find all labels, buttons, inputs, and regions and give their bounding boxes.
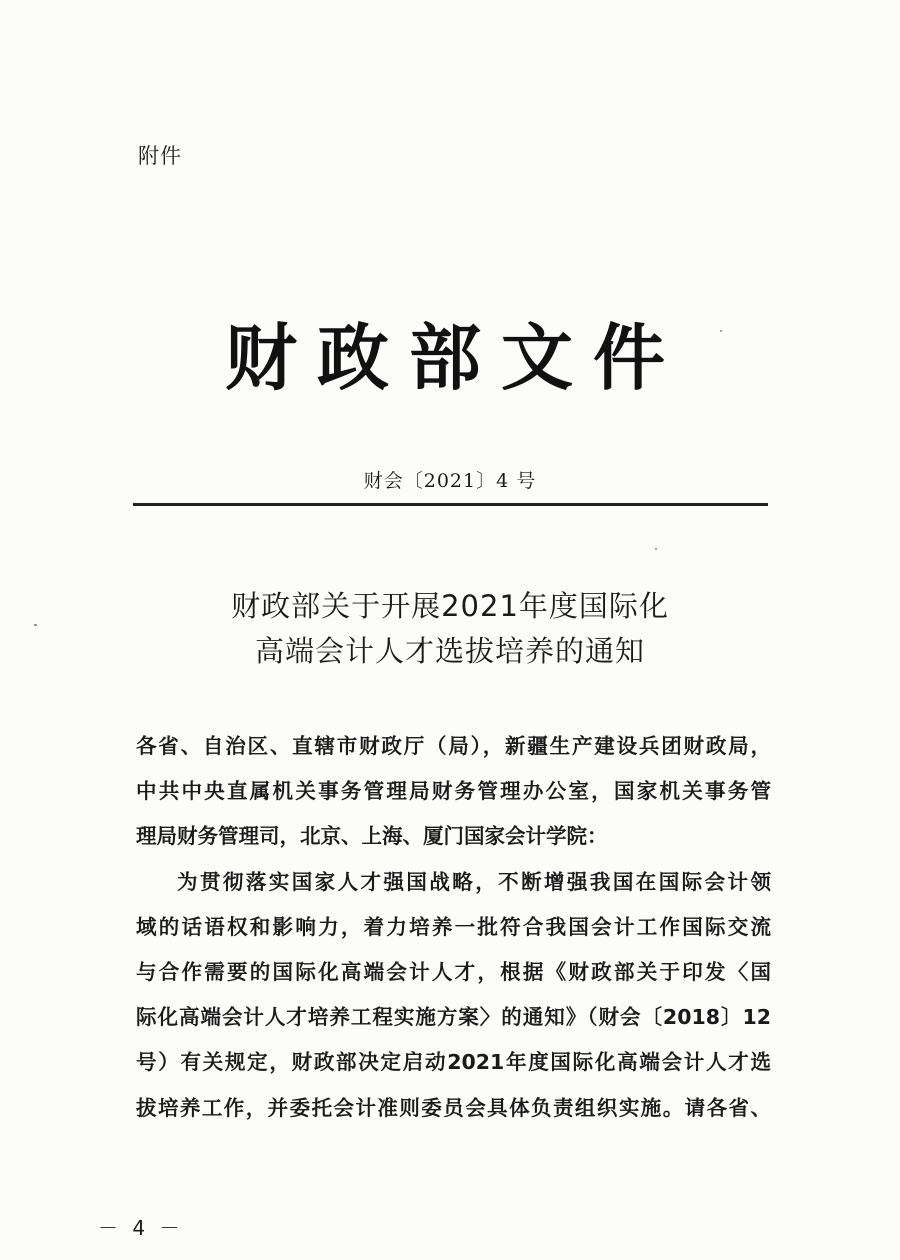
scan-speck bbox=[720, 330, 722, 332]
document-masthead: 财政部文件 bbox=[224, 315, 685, 400]
notice-body bbox=[136, 724, 771, 1131]
body-line: 各省、自治区、直辖市财政厅（局），新疆生产建设兵团财政局， bbox=[136, 734, 771, 758]
document-number: 财会〔2021〕4 号 bbox=[363, 470, 537, 492]
body-line: 中共中央直属机关事务管理局财务管理办公室，国家机关事务管 bbox=[136, 779, 771, 804]
body-line: 际化高端会计人才培养工程实施方案〉的通知》（财会〔2018〕12 bbox=[136, 1005, 771, 1030]
scan-speck bbox=[655, 548, 657, 550]
notice-title-line-1: 财政部关于开展2021年度国际化 bbox=[231, 589, 669, 623]
body-line: 号）有关规定，财政部决定启动2021年度国际化高端会计人才选 bbox=[136, 1050, 771, 1075]
page-number: － 4 － bbox=[98, 1216, 184, 1240]
masthead-divider bbox=[133, 503, 768, 506]
body-line: 域的话语权和影响力，着力培养一批符合我国会计工作国际交流 bbox=[136, 914, 771, 939]
attachment-label: 附件 bbox=[138, 144, 182, 168]
scan-speck bbox=[34, 624, 37, 626]
body-line: 拔培养工作，并委托会计准则委员会具体负责组织实施。请各省、 bbox=[136, 1095, 771, 1120]
body-line: 为贯彻落实国家人才强国战略，不断增强我国在国际会计领 bbox=[177, 869, 771, 894]
body-line: 与合作需要的国际化高端会计人才，根据《财政部关于印发〈国 bbox=[136, 959, 771, 984]
notice-title bbox=[0, 584, 900, 674]
notice-title-line-2: 高端会计人才选拔培养的通知 bbox=[254, 634, 645, 668]
body-line: 理局财务管理司，北京、上海、厦门国家会计学院： bbox=[136, 824, 608, 849]
